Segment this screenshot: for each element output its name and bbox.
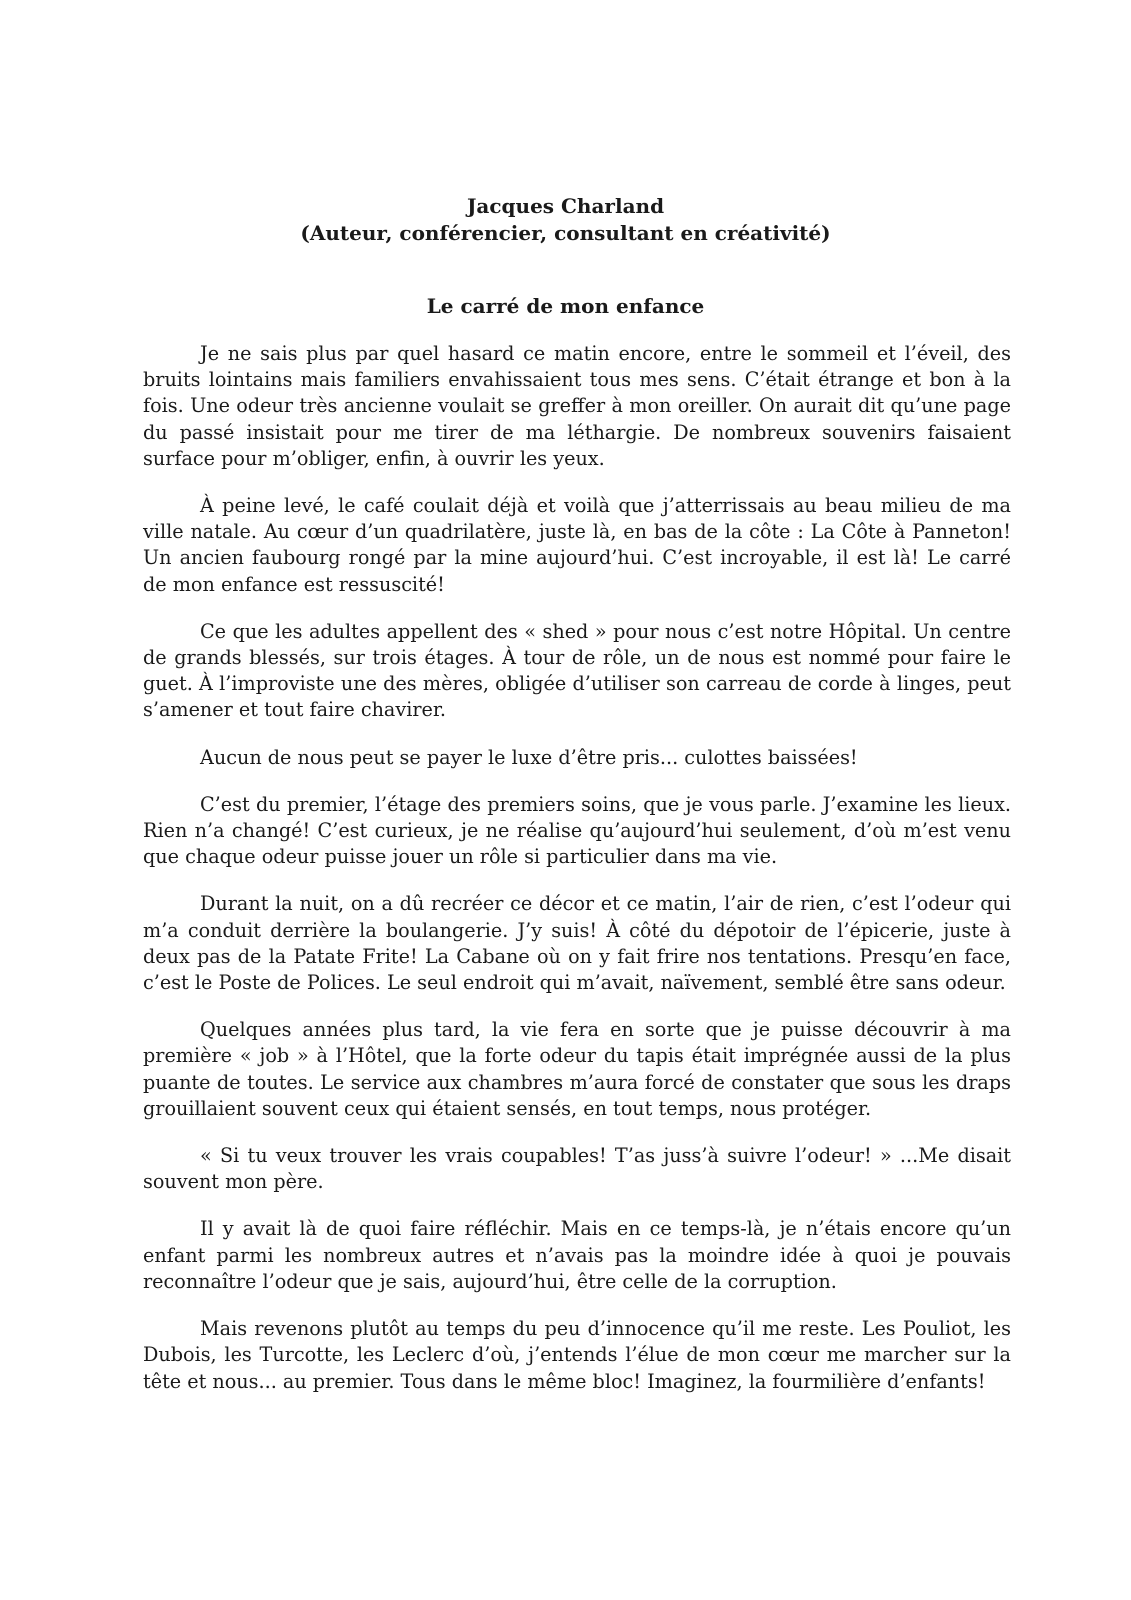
paragraph: Ce que les adultes appellent des « shed » pour nous c’est notre Hôpital. Un centre de grands blessés, sur trois étages. À tour de rôle, un de nous est nommé pour faire le guet. À l’improviste une des mères, obligée d’utiliser son carreau de corde à linges, peut s’amener et tout faire chavirer. xyxy=(143,619,1011,722)
paragraph: Quelques années plus tard, la vie fera en sorte que je puisse découvrir à ma première « job » à l’Hôtel, que la forte odeur du tapis était imprégnée aussi de la plus puante de toutes. Le service aux chambres m’aura forcé de constater que sous les draps grouillaient souvent ceux qui étaient sensés, en tout temps, nous protéger. xyxy=(143,1018,1011,1120)
paragraph: À peine levé, le café coulait déjà et voilà que j’atterrissais au beau milieu de ma ville natale. Au cœur d’un quadrilatère, juste là, en bas de la côte : La Côte à Panneton! Un ancien faubourg rongé par la mine aujourd’hui. C’est incroyable, il est là! Le carré de mon enfance est ressuscité! xyxy=(143,494,1011,596)
paragraph: Mais revenons plutôt au temps du peu d’innocence qu’il me reste. Les Pouliot, les Dubois, les Turcotte, les Leclerc d’où, j’entends l’élue de mon cœur me marcher sur la tête et nous... au premier. Tous dans le même bloc! Imaginez, la fourmilière d’enfants! xyxy=(143,1317,1011,1393)
paragraph: C’est du premier, l’étage des premiers soins, que je vous parle. J’examine les lieux. Rien n’a changé! C’est curieux, je ne réalise qu’aujourd’hui seulement, d’où m’est venu que chaque odeur puisse jouer un rôle si particulier dans ma vie. xyxy=(143,792,1011,869)
paragraph: Aucun de nous peut se payer le luxe d’être pris... culottes baissées! xyxy=(200,745,858,769)
document-title: Le carré de mon enfance xyxy=(426,294,705,318)
document-body xyxy=(143,341,1011,1416)
author-name: Jacques Charland xyxy=(466,194,665,218)
paragraph: Durant la nuit, on a dû recréer ce décor et ce matin, l’air de rien, c’est l’odeur qui m’a conduit derrière la boulangerie. J’y suis! À côté du dépotoir de l’épicerie, juste à deux pas de la Patate Frite! La Cabane où on y fait frire nos tentations. Presqu’en face, c’est le Poste de Polices. Le seul endroit qui m’avait, naïvement, semblé être sans odeur. xyxy=(143,892,1011,995)
paragraph: « Si tu veux trouver les vrais coupables! T’as juss’à suivre l’odeur! » ...Me disait souvent mon père. xyxy=(143,1144,1011,1194)
author-header xyxy=(0,193,1131,247)
author-role: (Auteur, conférencier, consultant en créativité) xyxy=(300,221,831,245)
paragraph: Je ne sais plus par quel hasard ce matin encore, entre le sommeil et l’éveil, des bruits lointains mais familiers envahissaient tous mes sens. C’était étrange et bon à la fois. Une odeur très ancienne voulait se greffer à mon oreiller. On aurait dit qu’une page du passé insistait pour me tirer de ma léthargie. De nombreux souvenirs faisaient surface pour m’obliger, enfin, à ouvrir les yeux. xyxy=(143,342,1011,470)
paragraph: Il y avait là de quoi faire réfléchir. Mais en ce temps-là, je n’étais encore qu’un enfant parmi les nombreux autres et n’avais pas la moindre idée à quoi je pouvais reconnaître l’odeur que je sais, aujourd’hui, être celle de la corruption. xyxy=(143,1217,1011,1293)
